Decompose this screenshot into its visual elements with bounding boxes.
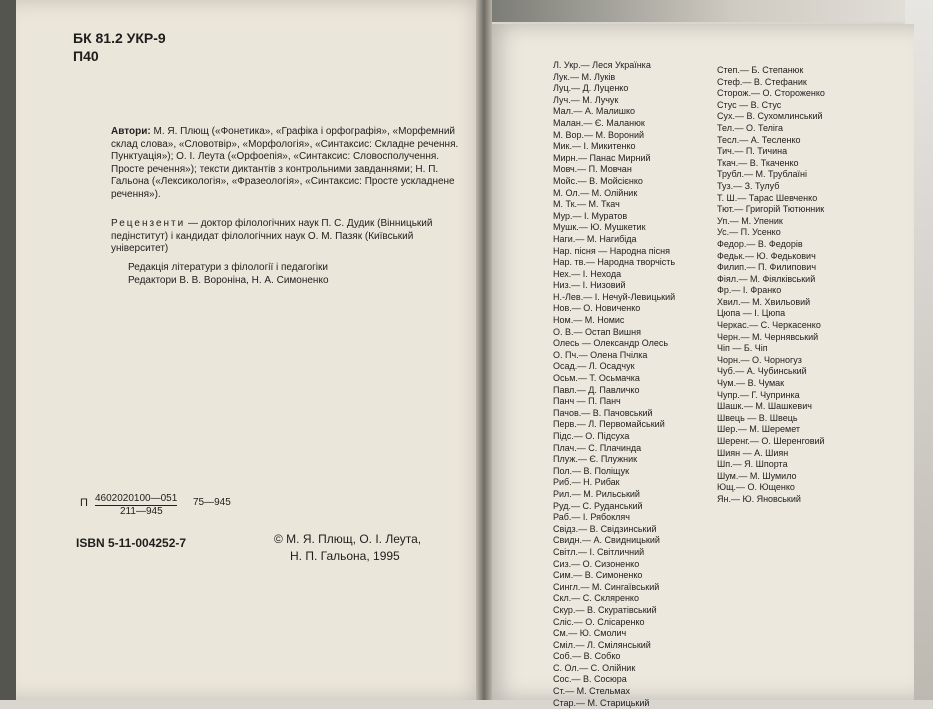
- abbreviation-entry: Т. Ш.— Тарас Шевченко: [717, 192, 818, 203]
- abbreviation-entry: См.— Ю. Смолич: [553, 628, 627, 639]
- right-page: [484, 24, 914, 700]
- abbreviation-entry: Шашк.— М. Шашкевич: [717, 401, 812, 412]
- abbreviation-entry: Мирн.— Панас Мирний: [553, 152, 651, 163]
- abbreviation-entry: Руд.— С. Руданський: [553, 500, 643, 511]
- abbreviation-entry: Цюпа — І. Цюпа: [717, 308, 786, 319]
- abbreviation-entry: Мур.— І. Муратов: [553, 210, 628, 221]
- abbreviation-entry: О. Пч.— Олена Пчілка: [553, 349, 648, 360]
- abbreviation-entry: Шеренг.— О. Шеренговий: [717, 436, 825, 446]
- abbreviation-entry: Тют.— Григорій Тютюнник: [717, 204, 825, 215]
- abbreviation-entry: С. Ол.— С. Олійник: [553, 662, 636, 673]
- abbreviation-entry: Стеф.— В. Стефаник: [717, 76, 807, 87]
- abbreviation-entry: Павл.— Д. Павличко: [553, 384, 640, 395]
- abbreviation-entry: Риб.— Н. Рибак: [553, 477, 620, 488]
- abbreviation-entry: Сух.— В. Сухомлинський: [717, 111, 823, 122]
- abbreviation-entry: Черкас.— С. Черкасенко: [717, 320, 821, 331]
- book-gutter: [476, 0, 492, 700]
- abbreviation-entry: Тесл.— А. Тесленко: [717, 134, 801, 145]
- abbreviation-entry: Нех.— І. Нехода: [553, 268, 622, 279]
- abbreviation-entry: Н.-Лев.— І. Нечуй-Левицький: [553, 291, 676, 302]
- authors-text: М. Я. Плющ («Фонетика», «Графіка і орфографія», «Морфемний склад слова», «Словотвір», «Морфологія», «Синтаксис: Складне речення. Пунктуація»); О. І. Леута («Орфоепія», «Синтаксис: Словосполучення. Просте речення»); тексти диктантів з контрольними завданнями; Н. П. Гальона («Лексикологія», «Фразеологія», «Синтаксис: Просте ускладнене речення»).: [111, 126, 459, 200]
- abbreviation-entry: Скл.— С. Скляренко: [553, 593, 639, 604]
- abbreviation-entry: Осад.— Л. Осадчук: [553, 361, 635, 372]
- abbreviation-entry: Чіп — Б. Чіп: [717, 343, 768, 354]
- abbreviation-entry: Мик.— І. Микитенко: [553, 141, 636, 152]
- abbreviation-entry: Нар. тв.— Народна творчість: [553, 257, 676, 268]
- abbreviation-entry: Хвил.— М. Хвильовий: [717, 296, 811, 307]
- abbreviation-entry: Осьм.— Т. Осьмачка: [553, 373, 640, 384]
- p-number-bottom: 211—945: [120, 506, 163, 517]
- abbreviation-entry: Стус — В. Стус: [717, 99, 782, 110]
- authors-block: [111, 126, 463, 202]
- abbreviation-entry: Наги.— М. Нагибіда: [553, 233, 637, 244]
- abbreviation-entry: Сингл.— М. Сингаївський: [553, 581, 660, 592]
- abbreviation-entry: Л. Укр.— Леся Українка: [553, 60, 651, 70]
- abbreviation-entry: Шиян — А. Шиян: [717, 447, 789, 458]
- abbreviations-column-1: [553, 60, 675, 709]
- abbreviation-entry: Чупр.— Г. Чупринка: [717, 389, 800, 400]
- editorial-line-2: Редактори В. В. Вороніна, Н. А. Симоненко: [128, 274, 329, 286]
- abbreviation-entry: Пол.— В. Поліщук: [553, 465, 630, 476]
- abbreviation-entry: Малан.— Є. Маланюк: [553, 117, 645, 128]
- abbreviation-entry: Мал.— А. Малишко: [553, 106, 636, 117]
- abbreviation-entry: Туз.— З. Тулуб: [717, 180, 780, 191]
- abbreviation-entry: Федор.— В. Федорів: [717, 238, 803, 249]
- abbreviation-entry: Сторож.— О. Стороженко: [717, 88, 825, 99]
- abbreviation-entry: Тел.— О. Теліга: [717, 122, 783, 133]
- reviewers-block: [111, 218, 463, 256]
- copyright-block: [274, 531, 474, 565]
- abbreviation-entry: Лук.— М. Луків: [553, 71, 616, 82]
- abbreviation-entry: Ян.— Ю. Яновський: [717, 493, 801, 504]
- abbreviation-entry: Низ.— І. Низовий: [553, 280, 626, 291]
- abbreviation-entry: Плуж.— Є. Плужник: [553, 454, 638, 465]
- abbreviation-entry: Луч.— М. Лучук: [553, 94, 619, 105]
- abbreviation-entry: Нов.— О. Новиченко: [553, 303, 641, 314]
- abbreviation-entry: Чум.— В. Чумак: [717, 378, 785, 389]
- reviewers-label: Рецензенти: [111, 218, 186, 229]
- abbreviation-entry: Сим.— В. Симоненко: [553, 570, 643, 581]
- abbreviation-entry: Стар.— М. Старицький: [553, 697, 650, 708]
- abbreviation-entry: Степ.— Б. Степанюк: [717, 65, 804, 75]
- editorial-block: [128, 262, 468, 287]
- abbreviation-entry: М. Вор.— М. Вороний: [553, 129, 645, 140]
- abbreviation-entry: Мовч.— П. Мовчан: [553, 164, 632, 175]
- isbn: ISBN 5-11-004252-7: [76, 536, 187, 550]
- left-page: [16, 0, 490, 700]
- abbreviation-entry: Филип.— П. Филипович: [717, 262, 817, 273]
- p-number-right: 75—945: [193, 497, 231, 508]
- abbreviation-entry: Ющ.— О. Ющенко: [717, 482, 795, 493]
- p-letter: П: [80, 497, 88, 509]
- abbreviation-entry: Ткач.— В. Ткаченко: [717, 157, 799, 168]
- copyright-line-1: © М. Я. Плющ, О. І. Леута,: [274, 532, 422, 546]
- abbreviations-column-2: [717, 65, 825, 506]
- background-top: [440, 0, 933, 22]
- abbreviation-entry: Шп.— Я. Шпорта: [717, 459, 788, 470]
- abbreviation-entry: Швець — В. Швець: [717, 412, 798, 423]
- reviewers-text: — доктор філологічних наук П. С. Дудик (Вінницький педінститут) і кандидат філологічних наук О. М. Пазяк (Київський університет): [111, 218, 433, 255]
- abbreviation-entry: Мойс.— В. Мойсієнко: [553, 175, 643, 186]
- abbreviation-entry: Трубл.— М. Трублаїні: [717, 169, 807, 180]
- abbreviation-entry: Черн.— М. Чернявський: [717, 331, 819, 342]
- abbreviation-entry: Ст.— М. Стельмах: [553, 686, 630, 697]
- authors-label: Автори:: [111, 126, 151, 137]
- abbreviation-entry: Ус.— П. Усенко: [717, 227, 781, 238]
- abbreviation-entry: Світл.— І. Світличний: [553, 546, 645, 557]
- abbreviation-entry: Тич.— П. Тичина: [717, 146, 788, 157]
- abbreviation-entry: Нар. пісня — Народна пісня: [553, 245, 670, 256]
- abbreviation-entry: Фр.— І. Франко: [717, 285, 782, 296]
- abbreviation-entry: Олесь — Олександр Олесь: [553, 338, 669, 349]
- abbreviation-entry: Луц.— Д. Луценко: [553, 83, 629, 94]
- abbreviation-entry: Підс.— О. Підсуха: [553, 431, 630, 441]
- abbreviation-entry: Уп.— М. Упеник: [717, 215, 783, 226]
- classification-code: БК 81.2 УКР-9: [73, 30, 166, 46]
- abbreviation-entry: О. В.— Остап Вишня: [553, 326, 642, 337]
- p-number-top: 4602020100—051: [95, 493, 178, 504]
- catalog-code: П40: [73, 48, 99, 64]
- abbreviation-entry: Мушк.— Ю. Мушкетик: [553, 222, 646, 233]
- abbreviation-entry: Ном.— М. Номис: [553, 315, 625, 326]
- abbreviation-entry: Чорн.— О. Чорногуз: [717, 354, 802, 365]
- abbreviation-entry: Раб.— І. Рябокляч: [553, 512, 630, 523]
- abbreviation-entry: Федьк.— Ю. Федькович: [717, 250, 816, 261]
- abbreviation-entry: Сміл.— Л. Смілянський: [553, 639, 651, 650]
- abbreviation-entry: Плач.— С. Плачинда: [553, 442, 642, 453]
- abbreviation-entry: Свідз.— В. Свідзинський: [553, 523, 657, 534]
- abbreviation-entry: Пачов.— В. Пачовський: [553, 407, 653, 418]
- abbreviation-entry: Сос.— В. Сосюра: [553, 674, 627, 685]
- editorial-line-1: Редакція літератури з філології і педагогіки: [128, 262, 328, 273]
- abbreviation-entry: Перв.— Л. Первомайський: [553, 419, 665, 430]
- copyright-line-2: Н. П. Гальона, 1995: [290, 549, 400, 563]
- abbreviation-entry: Сиз.— О. Сизоненко: [553, 558, 640, 569]
- abbreviation-entry: М. Ол.— М. Олійник: [553, 187, 638, 198]
- abbreviation-entry: Свидн.— А. Свидницький: [553, 535, 660, 546]
- abbreviation-entry: Шум.— М. Шумило: [717, 470, 797, 481]
- abbreviation-entry: Соб.— В. Собко: [553, 651, 621, 662]
- abbreviation-entry: Шер.— М. Шеремет: [717, 424, 801, 435]
- abbreviation-entry: Скур.— В. Скуратівський: [553, 604, 657, 615]
- abbreviation-entry: Рил.— М. Рильський: [553, 488, 640, 499]
- abbreviation-entry: Фіял.— М. Фіялківський: [717, 273, 816, 284]
- abbreviation-entry: Панч — П. Панч: [553, 396, 621, 407]
- abbreviation-entry: Чуб.— А. Чубинський: [717, 366, 807, 377]
- abbreviation-entry: М. Тк.— М. Ткач: [553, 199, 620, 210]
- abbreviation-entry: Сліс.— О. Слісаренко: [553, 616, 645, 627]
